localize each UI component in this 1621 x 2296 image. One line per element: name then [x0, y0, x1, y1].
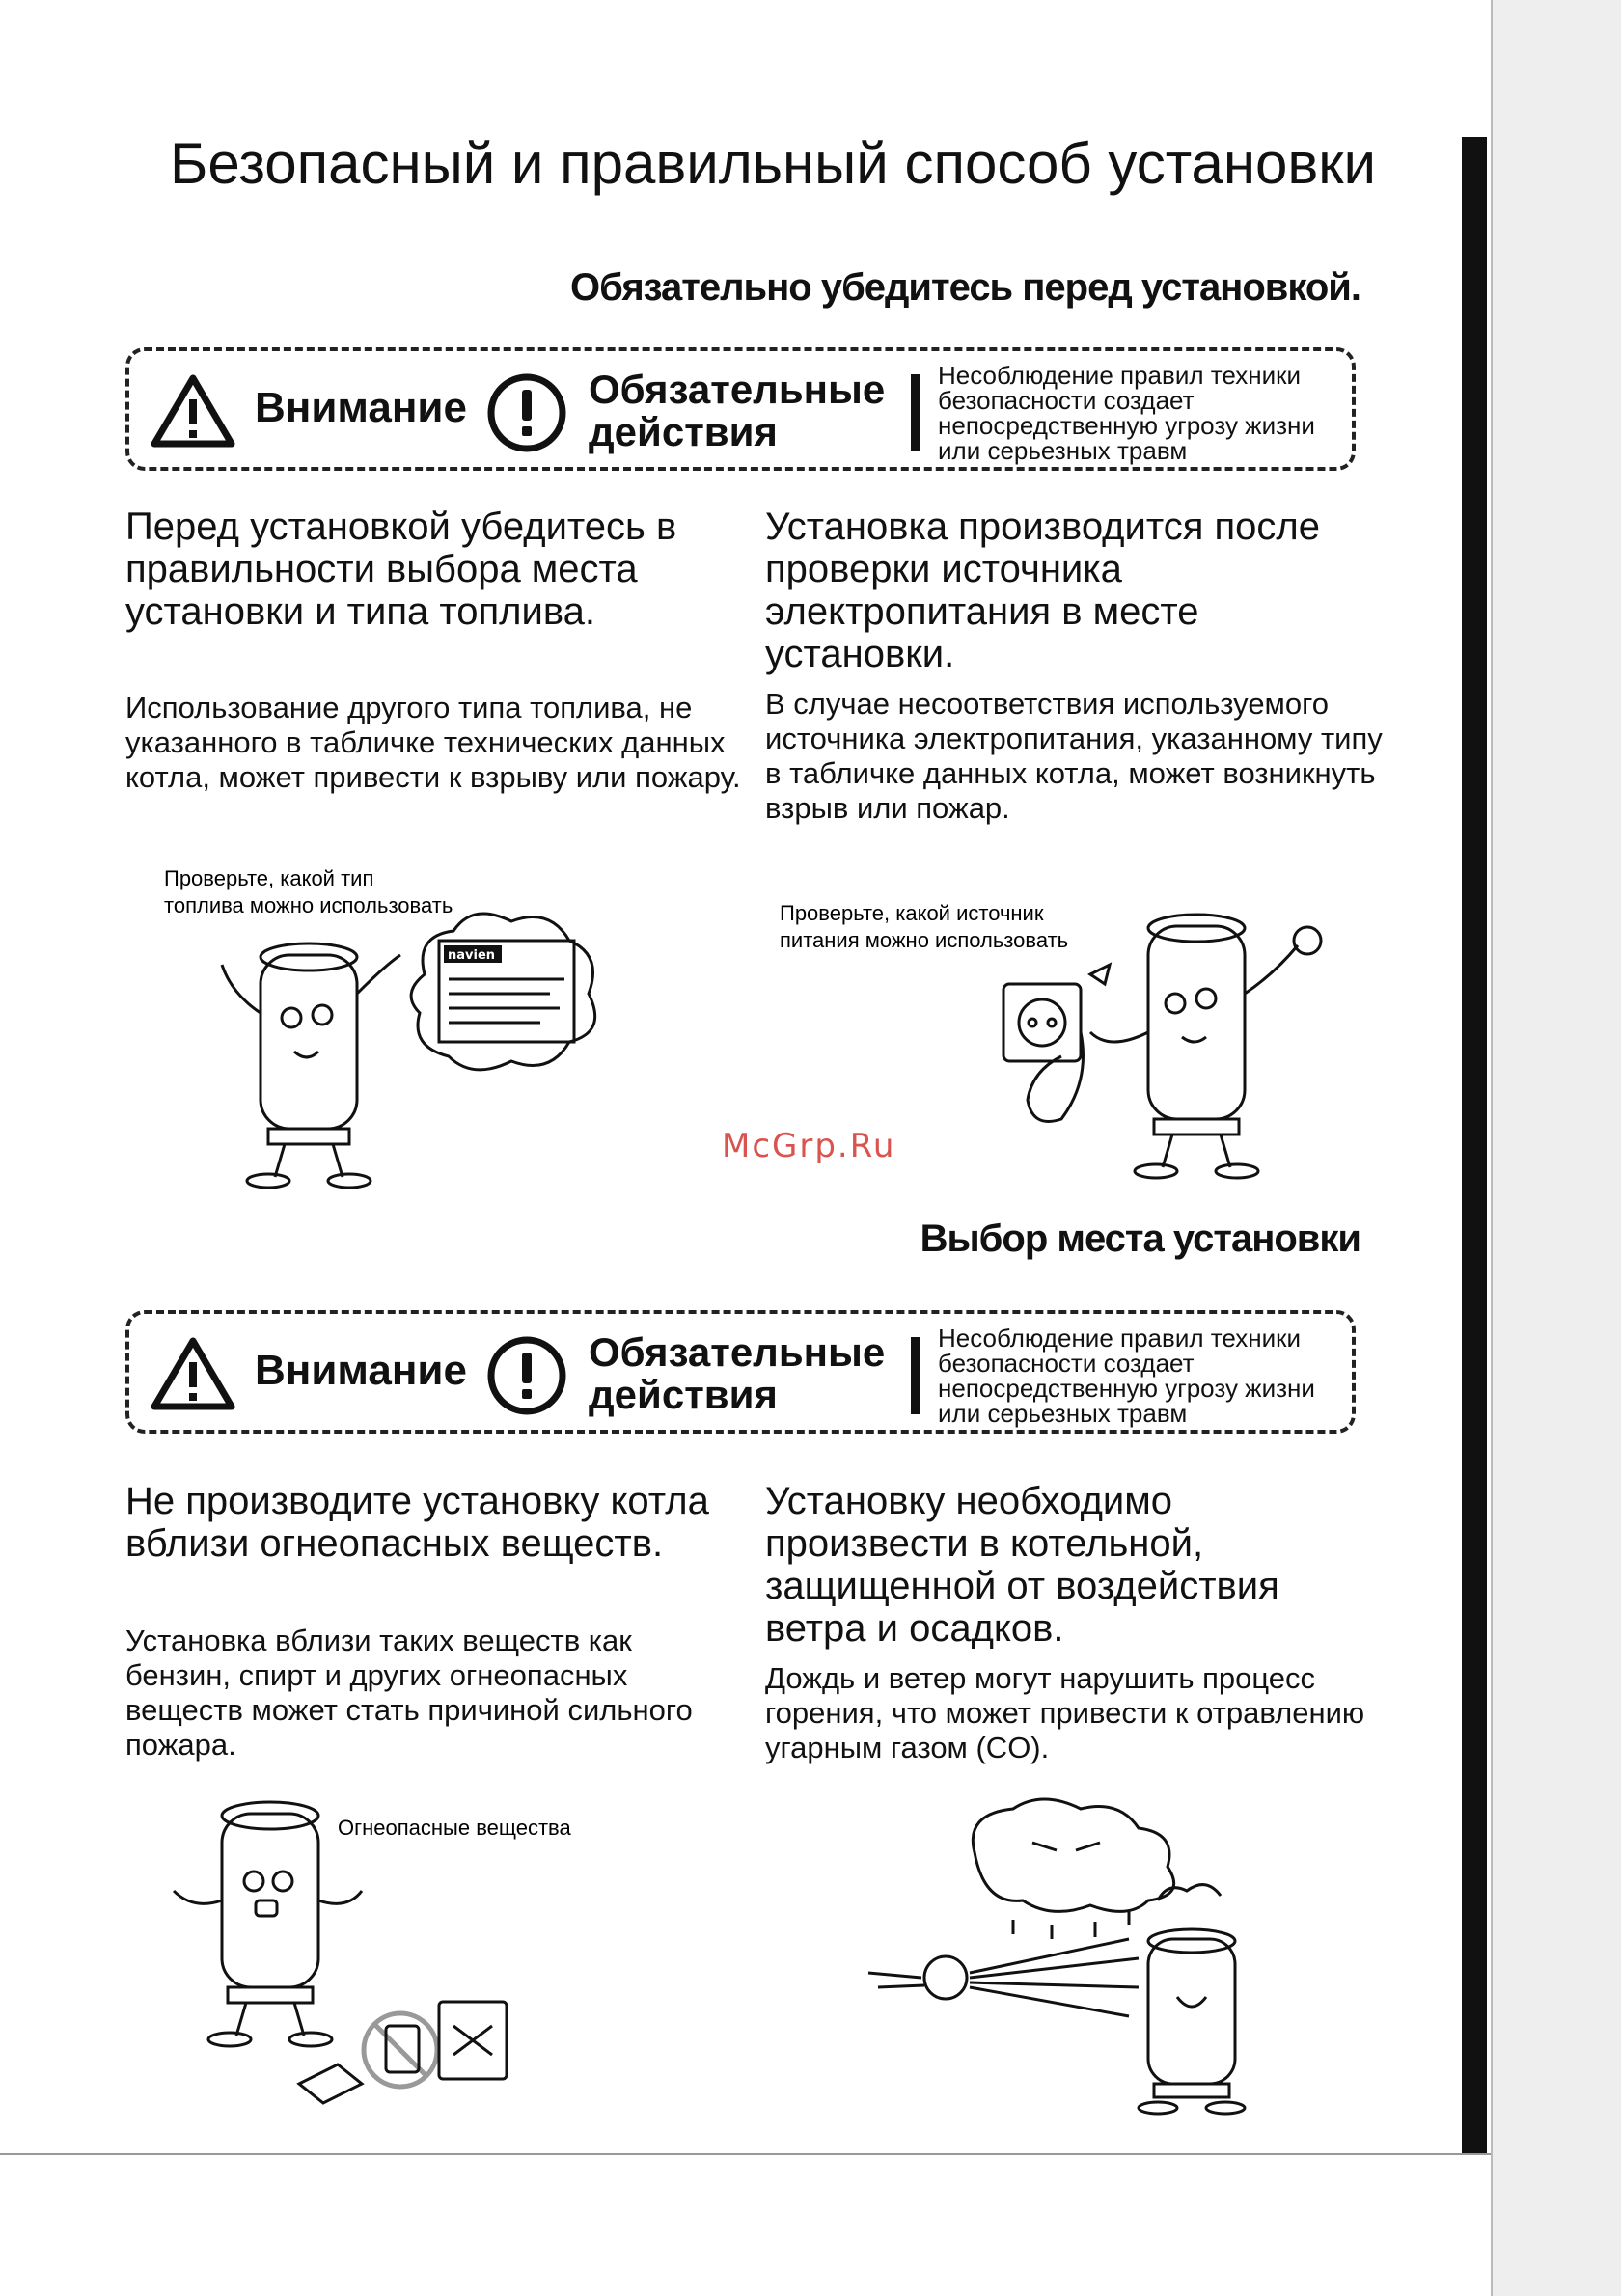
navien-plate-brand: navien — [448, 948, 496, 963]
boiler-room-body: Дождь и ветер могут нарушить процесс горения, что может привести к отравлению угарным газом (CO). — [765, 1661, 1365, 1764]
required-line2: действия — [589, 409, 778, 454]
section-heading-check: Обязательно убедитесь перед установкой. — [570, 266, 1360, 309]
power-check-body: В случае несоответствия используемого источника электропитания, указанному типу в табличке данных котла, может возникнуть взрыв или пожар. — [765, 687, 1383, 825]
chapter-tab-bar — [1462, 137, 1487, 2153]
mandatory-action-icon — [486, 1335, 567, 1416]
required-line1: Обязательные — [589, 1329, 886, 1375]
watermark: McGrp.Ru — [722, 1127, 896, 1165]
divider-bar — [911, 1337, 920, 1414]
flammables-illustration — [154, 1794, 598, 2113]
attention-label: Внимание — [255, 384, 467, 431]
required-actions-label — [589, 1331, 885, 1416]
flammables-heading: Не производите установку котла вблизи огнеопасных веществ. — [125, 1480, 709, 1565]
divider-bar — [911, 374, 920, 451]
page-margin-strip — [1491, 0, 1621, 2296]
flammables-body: Установка вблизи таких веществ как бензин, спирт и других огнеопасных веществ может стать причиной сильного пожара. — [125, 1624, 693, 1762]
fuel-check-heading: Перед установкой убедитесь в правильности выбора места установки и типа топлива. — [125, 506, 677, 633]
warning-triangle-icon — [151, 372, 235, 450]
footer-rule — [0, 2153, 1491, 2155]
power-caption-line1: Проверьте, какой источник — [780, 901, 1044, 925]
attention-label: Внимание — [255, 1347, 467, 1394]
wind-rain-illustration — [849, 1794, 1370, 2122]
warning-box — [125, 1310, 1356, 1434]
warning-triangle-icon — [151, 1335, 235, 1412]
power-check-heading: Установка производится после проверки источника электропитания в месте установки. — [765, 506, 1320, 675]
mandatory-action-icon — [486, 372, 567, 453]
section-heading-location: Выбор места установки — [920, 1217, 1360, 1260]
fuel-check-illustration — [164, 849, 608, 1196]
page-title: Безопасный и правильный способ установки — [170, 131, 1377, 196]
required-line2: действия — [589, 1372, 778, 1417]
required-actions-label — [589, 369, 885, 453]
flammables-caption: Огнеопасные вещества — [338, 1816, 571, 1840]
fuel-check-body: Использование другого типа топлива, не указанного в табличке технических данных котла, может привести к взрыву или пожару. — [125, 691, 741, 794]
required-line1: Обязательные — [589, 367, 886, 412]
boiler-room-heading: Установку необходимо произвести в котельной, защищенной от воздействия ветра и осадков. — [765, 1480, 1279, 1650]
power-caption-line2: питания можно использовать — [780, 928, 1069, 952]
warning-box — [125, 347, 1356, 471]
fuel-caption-line2: топлива можно использовать — [164, 893, 453, 917]
warning-note: Несоблюдение правил техники безопасности создает непосредственную угрозу жизни или серьезных травм — [938, 361, 1315, 465]
fuel-caption-line1: Проверьте, какой тип — [164, 866, 374, 890]
warning-note: Несоблюдение правил техники безопасности создает непосредственную угрозу жизни или серьезных травм — [938, 1324, 1315, 1428]
